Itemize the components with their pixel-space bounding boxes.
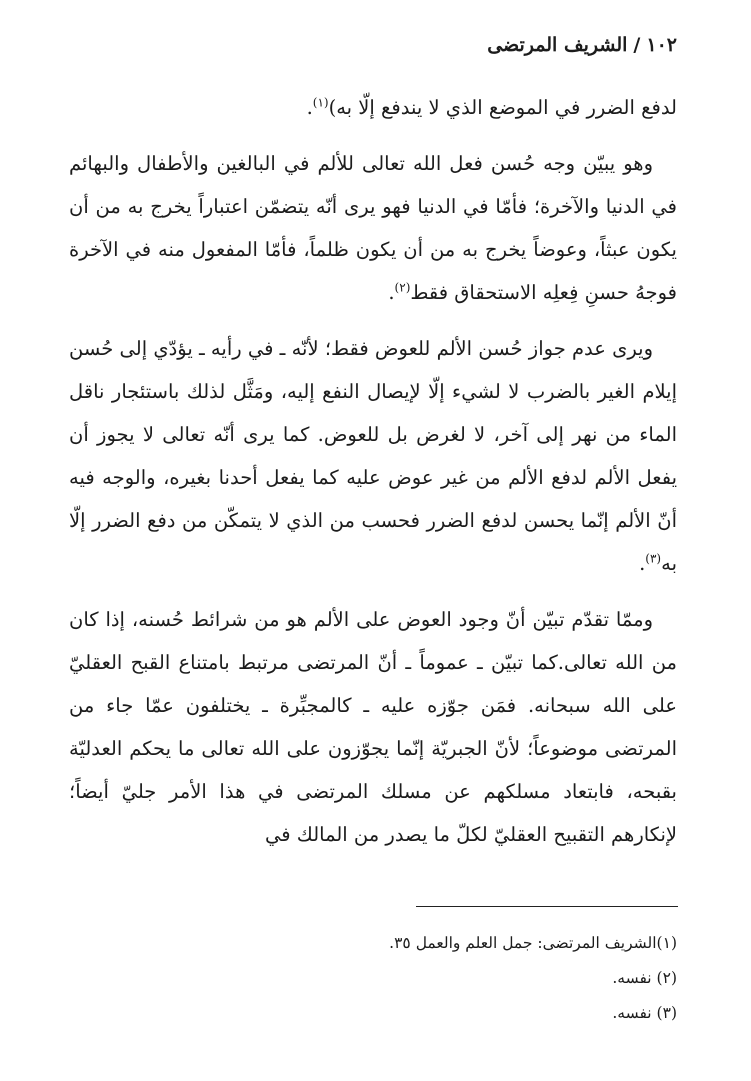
- paragraph-text: لدفع الضرر في الموضع الذي لا يندفع إلّا به): [328, 96, 677, 119]
- footnote-text: نفسه.: [612, 1004, 652, 1022]
- footnote-2: [69, 961, 677, 996]
- paragraph-3: [69, 327, 677, 585]
- footnote-mark: (٣): [656, 1004, 677, 1022]
- footnotes: [69, 926, 677, 1031]
- book-title: الشريف المرتضى: [487, 34, 628, 56]
- paragraph-1: [69, 86, 677, 129]
- footnote-text: الشريف المرتضى: جمل العلم والعمل ٣٥.: [389, 934, 657, 952]
- paragraph-4: [69, 598, 677, 856]
- footnote-mark: (١): [656, 934, 677, 952]
- body-text: [69, 86, 677, 869]
- paragraph-2: [69, 142, 677, 314]
- paragraph-text: وممّا تقدّم تبيّن أنّ وجود العوض على الألم هو من شرائط حُسنه، إذا كان من الله تعالى.كما تبيّن ـ عموماً ـ أنّ المرتضى مرتبط بامتناع القبح العقليّ على الله سبحانه. فمَن جوّزه عليه ـ كالمجبِّرة ـ يختلفون عمّا جاء من المرتضى موضوعاً؛ لأنّ الجبريّة إنّما يجوّزون على الله تعالى ما يحكم العدليّة بقبحه، فابتعاد مسلكهم عن مسلك المرتضى في هذا الأمر جليّ أيضاً؛ لإنكارهم التقبيح العقليّ لكلّ ما يصدر من المالك في: [69, 608, 677, 846]
- paragraph-tail: .: [639, 552, 646, 575]
- footnote-divider: [416, 906, 678, 907]
- footnote-ref-3: (٣): [645, 551, 662, 566]
- paragraph-text: ويرى عدم جواز حُسن الألم للعوض فقط؛ لأنّه ـ في رأيه ـ يؤدّي إلى حُسن إيلام الغير بالضرب لا لشيء إلّا لإيصال النفع إليه، ومَثَّل لذلك باستئجار ناقل الماء من نهر إلى آخر، لا لغرض بل للعوض. كما يرى أنّه تعالى لا يجوز أن يفعل الألم لدفع الألم من غير عوض عليه كما يفعل أحدنا بغيره، والوجه فيه أنّ الألم إنّما يحسن لدفع الضرر فحسب من الذي لا يتمكّن من دفع الضرر إلّا به: [69, 337, 677, 575]
- footnote-ref-2: (٢): [394, 280, 411, 295]
- footnote-ref-1: (١): [312, 95, 329, 110]
- paragraph-tail: .: [388, 281, 395, 304]
- paragraph-text: وهو يبيّن وجه حُسن فعل الله تعالى للألم في البالغين والأطفال والبهائم في الدنيا والآخرة؛ فأمّا في الدنيا فهو يرى أنّه يتضمّن اعتباراً يخرج به من أن يكون عبثاً، وعوضاً يخرج به من أن يكون ظلماً، فأمّا المفعول منه في الآخرة فوجهُ حسنِ فِعلِه الاستحقاق فقط: [69, 152, 677, 304]
- header-separator: /: [633, 34, 641, 56]
- footnote-mark: (٢): [656, 969, 677, 987]
- footnote-text: نفسه.: [612, 969, 652, 987]
- page-number: ١٠٢: [646, 34, 677, 56]
- paragraph-tail: .: [306, 96, 313, 119]
- running-header: [487, 34, 677, 56]
- footnote-3: [69, 996, 677, 1031]
- footnote-1: [69, 926, 677, 961]
